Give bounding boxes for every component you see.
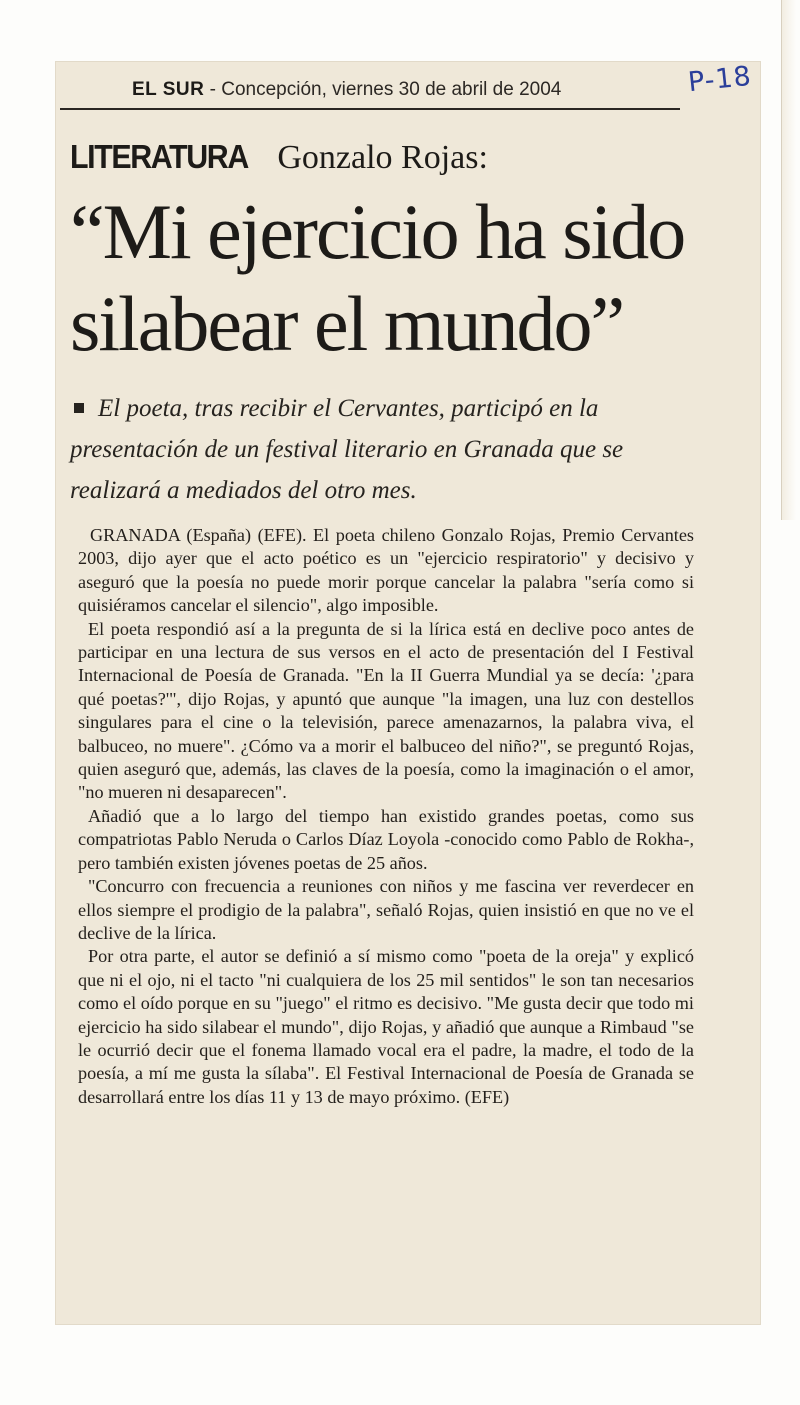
deck-text: El poeta, tras recibir el Cervantes, participó en la presentación de un festival literario en Granada que se realizará a mediados del otro mes. (70, 395, 624, 504)
article-paragraph: "Concurro con frecuencia a reuniones con niños y me fascina ver reverdecer en ellos siempre el prodigio de la palabra", señaló Rojas, quien insistió en que no ve el declive de la lírica. (78, 876, 694, 943)
newspaper-name: EL SUR (132, 79, 205, 100)
article-paragraph: GRANADA (España) (EFE). El poeta chileno Gonzalo Rojas, Premio Cervantes 2003, dijo ayer que el acto poético es un "ejercicio respiratorio" y decisivo y aseguró que la poesía no puede morir porque cancelar la palabra "sería como si quisiéramos cancelar el silencio", algo imposible. (78, 525, 694, 616)
article-paragraph: Añadió que a lo largo del tiempo han existido grandes poetas, como sus compatriotas Pablo Neruda o Carlos Díaz Loyola -conocido como Pablo de Rokha-, pero también existen jóvenes poetas de 25 años. (78, 805, 694, 873)
bullet-icon (74, 403, 84, 413)
article-deck (70, 388, 690, 511)
article-body (78, 524, 694, 1109)
handwritten-page-note: P-18 (686, 60, 754, 99)
adjacent-clipping-edge (781, 0, 796, 520)
section-header (70, 138, 488, 177)
article-paragraph: El poeta respondió así a la pregunta de si la lírica está en declive poco antes de participar en una lectura de sus versos en el acto de presentación del I Festival Internacional de Poesía de Granada. "En la II Guerra Mundial ya se decía: '¿para qué poetas?'", dijo Rojas, y apuntó que aunque "la imagen, una luz con destellos singulares para el cine o la televisión, parece amenazarnos, la palabra viva, el balbuceo, no muere". ¿Cómo va a morir el balbuceo del niño?", se preguntó Rojas, quien aseguró que, además, las claves de la poesía, como la imaginación o el amor, "no mueren ni desaparecen". (78, 618, 694, 803)
article-paragraph: Por otra parte, el autor se definió a sí mismo como "poeta de la oreja" y explicó que ni el ojo, ni el tacto "ni cualquiera de los 25 mil sentidos" le son tan necesarios como el oído porque en su "juego" el ritmo es decisivo. "Me gusta decir que todo mi ejercicio ha sido silabear el mundo", dijo Rojas, y añadió que aunque a Rimbaud "se le ocurrió decir que el fonema llamado vocal era el padre, la madre, el todo de la poesía, a mí me gusta la sílaba". El Festival Internacional de Poesía de Granada se desarrollará entre los días 11 y 13 de mayo próximo. (EFE) (78, 946, 694, 1107)
section-kicker: LITERATURA (70, 138, 248, 175)
dateline: - Concepción, viernes 30 de abril de 2004 (204, 79, 562, 100)
article-subject: Gonzalo Rojas: (277, 139, 488, 176)
masthead (60, 74, 680, 110)
article-headline: “Mi ejercicio ha sido silabear el mundo” (70, 188, 685, 367)
